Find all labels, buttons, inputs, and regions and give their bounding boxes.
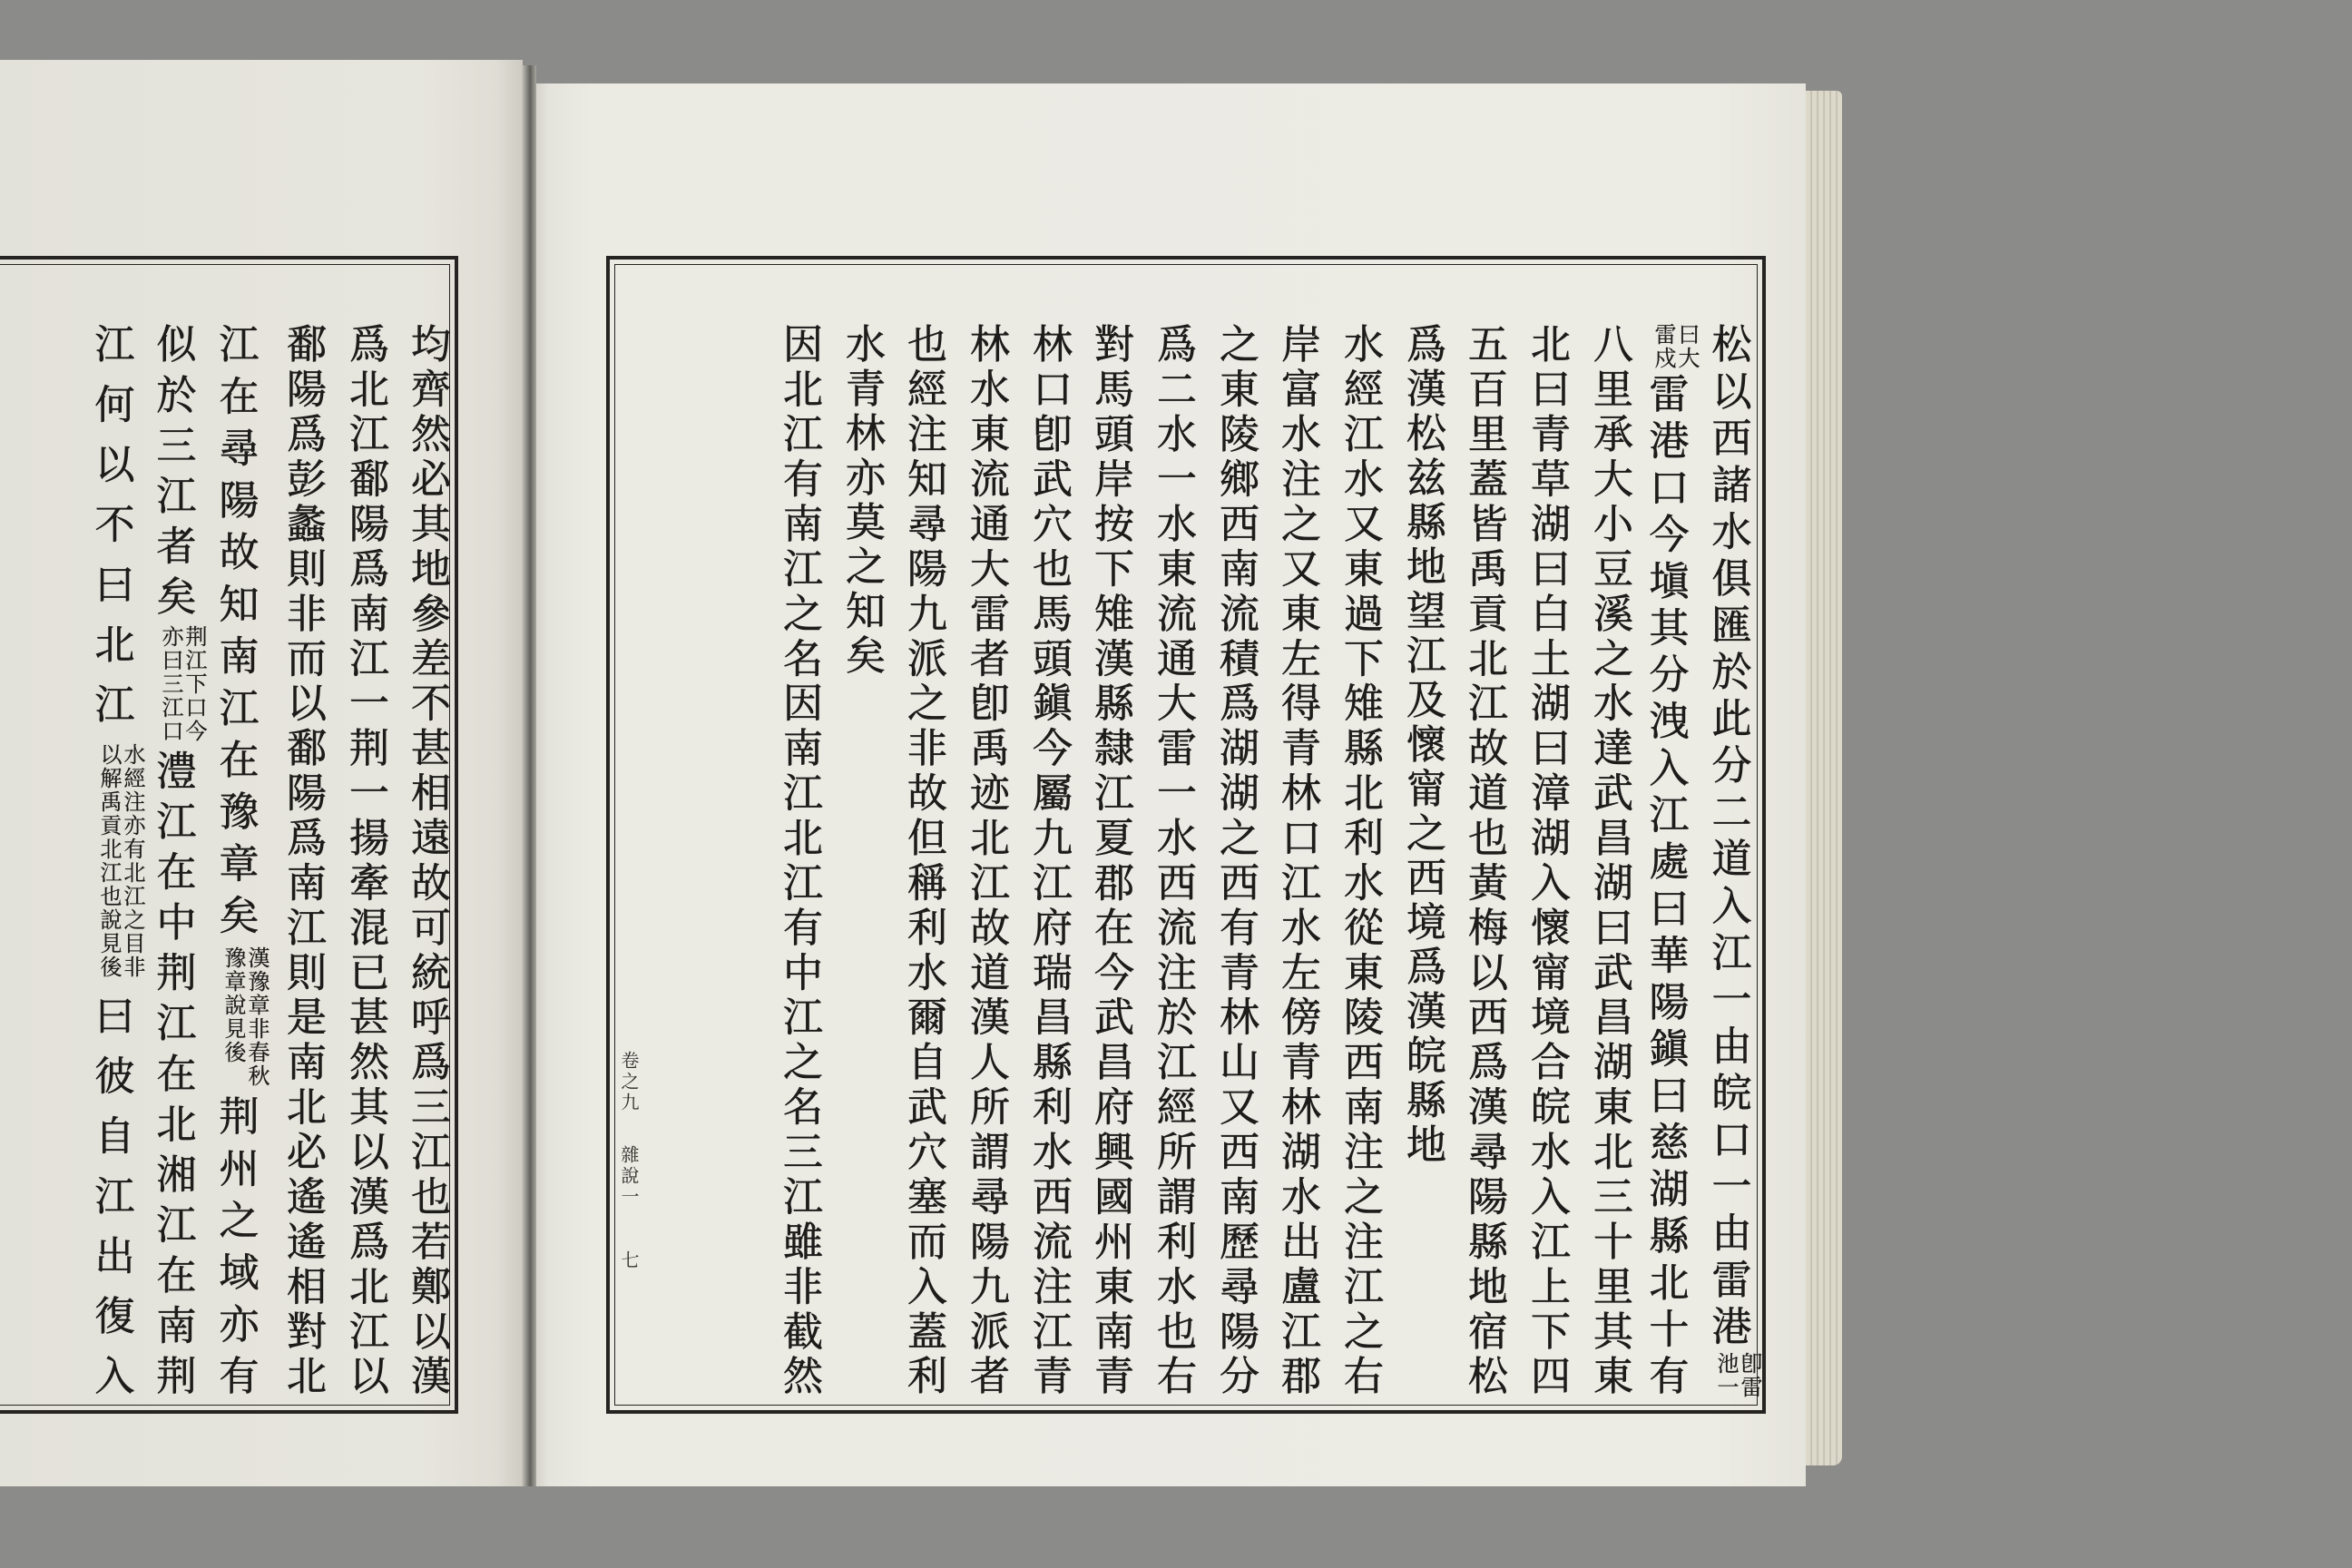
text-column <box>1269 323 1325 1399</box>
text-column <box>1331 323 1387 1399</box>
page-number: 七 <box>618 1250 640 1271</box>
column-text: 也經注知尋陽九派之非故但稱利水爾自武穴塞而入蓋利 <box>900 323 946 1399</box>
column-text: 澧江在中荆江在北湘江在南荆 <box>149 743 196 1400</box>
column-text: 均齊然必其地參差不甚相遠故可統呼爲三江也若鄭以漢 <box>404 323 450 1399</box>
column-text: 因北江有南江之名因南江北江有中江之名三江雖非截然 <box>776 323 822 1399</box>
column-text: 江何以不曰北江 <box>87 323 134 743</box>
text-column <box>1705 323 1761 1399</box>
text-column <box>274 323 330 1399</box>
note-line: 荆江下口今 <box>181 625 207 744</box>
volume-label: 卷之九 <box>618 1051 640 1113</box>
text-column <box>212 323 269 1399</box>
note-line: 漢豫章非春秋 <box>244 946 270 1088</box>
column-text: 爲北江鄱陽爲南江一荆一揚牽混已甚然其以漢爲北江以 <box>342 323 388 1399</box>
interlinear-note <box>97 743 144 979</box>
column-text: 八里承大小豆溪之水達武昌湖曰武昌湖東北三十里其東 <box>1586 323 1632 1399</box>
column-text: 林口卽武穴也馬頭鎭今屬九江府瑞昌縣利水西流注江青 <box>1025 323 1072 1399</box>
text-column <box>833 323 889 1399</box>
text-column <box>1082 323 1138 1399</box>
text-column <box>1518 323 1574 1399</box>
text-column <box>1207 323 1263 1399</box>
column-text: 荆州之域亦有 <box>211 1087 259 1400</box>
text-column <box>895 323 951 1399</box>
column-text: 水經江水又東過下雉縣北利水從東陵西南注之注江之右 <box>1337 323 1383 1399</box>
page-edges <box>1806 91 1842 1465</box>
text-column <box>88 323 144 1399</box>
note-line: 雷戍 <box>1651 323 1676 370</box>
column-text: 之東陵鄉西南流積爲湖湖之西有青林山又西南歷尋陽分 <box>1212 323 1259 1399</box>
text-column <box>337 323 393 1399</box>
column-text: 林水東流通大雷者卽禹迹北江故道漢人所謂尋陽九派者 <box>963 323 1009 1399</box>
text-column <box>1455 323 1512 1399</box>
column-text: 對馬頭岸按下雉漢縣隸江夏郡在今武昌府興國州東南青 <box>1087 323 1133 1399</box>
interlinear-note <box>159 625 206 743</box>
column-text: 江在尋陽故知南江在豫章矣 <box>211 323 259 946</box>
column-text: 鄱陽爲彭蠡則非而以鄱陽爲南江則是南北必遙遙相對北 <box>279 323 326 1399</box>
note-line: 以解禹貢北江也說見後 <box>96 743 122 979</box>
text-column <box>957 323 1014 1399</box>
text-column <box>1642 323 1699 1399</box>
interlinear-note <box>1714 1352 1761 1399</box>
note-line: 卽雷 <box>1737 1352 1762 1399</box>
column-text: 五百里蓋皆禹貢北江故道也黃梅以西爲漢尋陽縣地宿松 <box>1461 323 1507 1399</box>
interlinear-note <box>1651 323 1699 370</box>
note-line: 水經注亦有北江之目非 <box>120 743 145 979</box>
text-column <box>150 323 206 1399</box>
text-column <box>398 323 455 1399</box>
note-line: 亦曰三江口 <box>158 625 183 744</box>
column-text: 岸富水注之又東左得青林口江水左傍青林湖水出盧江郡 <box>1274 323 1320 1399</box>
text-column <box>1581 323 1637 1399</box>
section-label: 雜說一 <box>618 1145 640 1208</box>
column-text: 爲二水一水東流通大雷一水西流注於江經所謂利水也右 <box>1150 323 1196 1399</box>
note-line: 豫章說見後 <box>220 946 246 1064</box>
text-column <box>1394 323 1450 1399</box>
column-text: 松以西諸水俱匯於此分二道入江一由皖口一由雷港 <box>1704 323 1751 1352</box>
text-column <box>1144 323 1200 1399</box>
text-column <box>770 323 827 1399</box>
column-text: 似於三江者矣 <box>149 323 196 626</box>
note-line: 池一 <box>1713 1352 1739 1399</box>
column-text: 爲漢松兹縣地望江及懷甯之西境爲漢皖縣地 <box>1399 323 1446 1168</box>
text-column <box>1020 323 1076 1399</box>
book-gutter <box>522 65 536 1486</box>
column-text: 北曰青草湖曰白土湖曰漳湖入懷甯境合皖水入江上下四 <box>1524 323 1570 1399</box>
column-text: 曰彼自江出復入 <box>87 979 134 1400</box>
column-text: 水青林亦莫之知矣 <box>838 323 885 679</box>
interlinear-note <box>221 946 269 1088</box>
column-text: 雷港口今塡其分洩入江處曰華陽鎭曰慈湖縣北十有 <box>1642 370 1689 1399</box>
note-line: 曰大 <box>1674 323 1700 370</box>
